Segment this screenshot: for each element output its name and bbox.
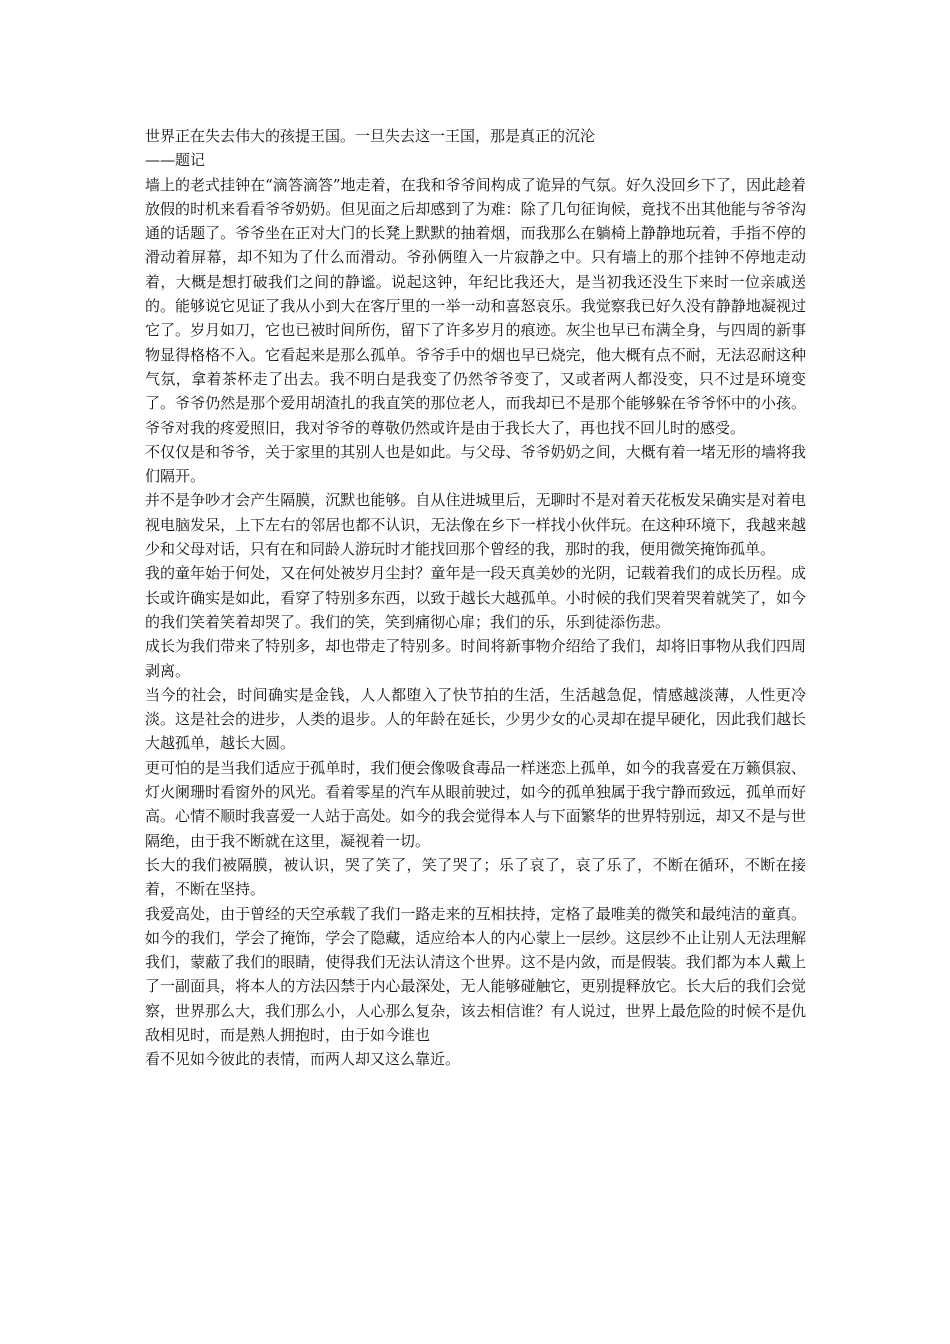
paragraph: 成长为我们带来了特别多，却也带走了特别多。时间将新事物介绍给了我们，却将旧事物从我们四周剥离。: [145, 637, 806, 680]
paragraph: 并不是争吵才会产生隔膜，沉默也能够。自从住进城里后，无聊时不是对着天花板发呆确实是对着电视电脑发呆，上下左右的邻居也都不认识，无法像在乡下一样找小伙伴玩。在这种环境下，我越来越少和父母对话，只有在和同龄人游玩时才能找回那个曾经的我，那时的我，便用微笑掩饰孤单。: [145, 491, 806, 559]
epigraph-source: ——题记: [145, 151, 206, 170]
document-body: [145, 124, 806, 1072]
paragraph: 更可怕的是当我们适应于孤单时，我们便会像吸食毒品一样迷恋上孤单，如今的我喜爱在万籁俱寂、灯火阑珊时看窗外的风光。看着零星的汽车从眼前驶过，如今的孤单独属于我宁静而致远，孤单而好高。心情不顺时我喜爱一人站于高处。如今的我会觉得本人与下面繁华的世界特别远，却又不是与世隔绝，由于我不断就在这里，凝视着一切。: [145, 758, 806, 850]
paragraph: 我的童年始于何处，又在何处被岁月尘封？童年是一段天真美妙的光阴，记载着我们的成长历程。成长或许确实是如此，看穿了特别多东西，以致于越长大越孤单。小时候的我们哭着哭着就笑了，如今的我们笑着笑着却哭了。我们的笑，笑到痛彻心扉；我们的乐，乐到徒添伤悲。: [145, 564, 806, 631]
paragraph: 不仅仅是和爷爷，关于家里的其别人也是如此。与父母、爷爷奶奶之间，大概有着一堵无形的墙将我们隔开。: [145, 442, 806, 486]
paragraph: 当今的社会，时间确实是金钱，人人都堕入了快节拍的生活，生活越急促，情感越淡薄，人性更冷淡。这是社会的进步，人类的退步。人的年龄在延长，少男少女的心灵却在提早硬化，因此我们越长大越孤单，越长大圆。: [145, 685, 806, 753]
paragraph: 我爱高处，由于曾经的天空承载了我们一路走来的互相扶持，定格了最唯美的微笑和最纯洁的童真。如今的我们，学会了掩饰，学会了隐藏，适应给本人的内心蒙上一层纱。这层纱不止让别人无法理解我们，蒙蔽了我们的眼睛，使得我们无法认清这个世界。这不是内敛，而是假装。我们都为本人戴上了一副面具，将本人的方法囚禁于内心最深处，无人能够碰触它，更别提释放它。长大后的我们会觉察，世界那么大，我们那么小，人心那么复杂，该去相信谁？有人说过，世界上最危险的时候不是仇敌相见时，而是熟人拥抱时，由于如今谁也: [145, 904, 806, 1044]
paragraph: 长大的我们被隔膜，被认识，哭了笑了，笑了哭了；乐了哀了，哀了乐了，不断在循环，不断在接着，不断在坚持。: [145, 855, 806, 899]
paragraph: 看不见如今彼此的表情，而两人却又这么靠近。: [145, 1050, 461, 1069]
paragraph: 墙上的老式挂钟在“滴答滴答”地走着，在我和爷爷间构成了诡异的气氛。好久没回乡下了，因此趁着放假的时机来看看爷爷奶奶。但见面之后却感到了为难：除了几句征询候，竟找不出其他能与爷爷沟通的话题了。爷爷坐在正对大门的长凳上默默的抽着烟，而我那么在躺椅上静静地玩着，手指不停的滑动着屏幕，却不知为了什么而滑动。爷孙俩堕入一片寂静之中。只有墙上的那个挂钟不停地走动着，大概是想打破我们之间的静谧。说起这钟，年纪比我还大，是当初我还没生下来时一位亲戚送的。能够说它见证了我从小到大在客厅里的一举一动和喜怒哀乐。我觉察我已好久没有静静地凝视过它了。岁月如刀，它也已被时间所伤，留下了许多岁月的痕迹。灰尘也早已布满全身，与四周的新事物显得格格不入。它看起来是那么孤单。爷爷手中的烟也早已烧完，他大概有点不耐，无法忍耐这种气氛，拿着茶杯走了出去。我不明白是我变了仍然爷爷变了，又或者两人都没变，只不过是环境变了。爷爷仍然是那个爱用胡渣扎的我直笑的那位老人，而我却已不是那个能够躲在爷爷怀中的小孩。爷爷对我的疼爱照旧，我对爷爷的尊敬仍然或许是由于我长大了，再也找不回儿时的感受。: [145, 175, 806, 437]
epigraph: 世界正在失去伟大的孩提王国。一旦失去这一王国，那是真正的沉沦: [145, 127, 596, 145]
